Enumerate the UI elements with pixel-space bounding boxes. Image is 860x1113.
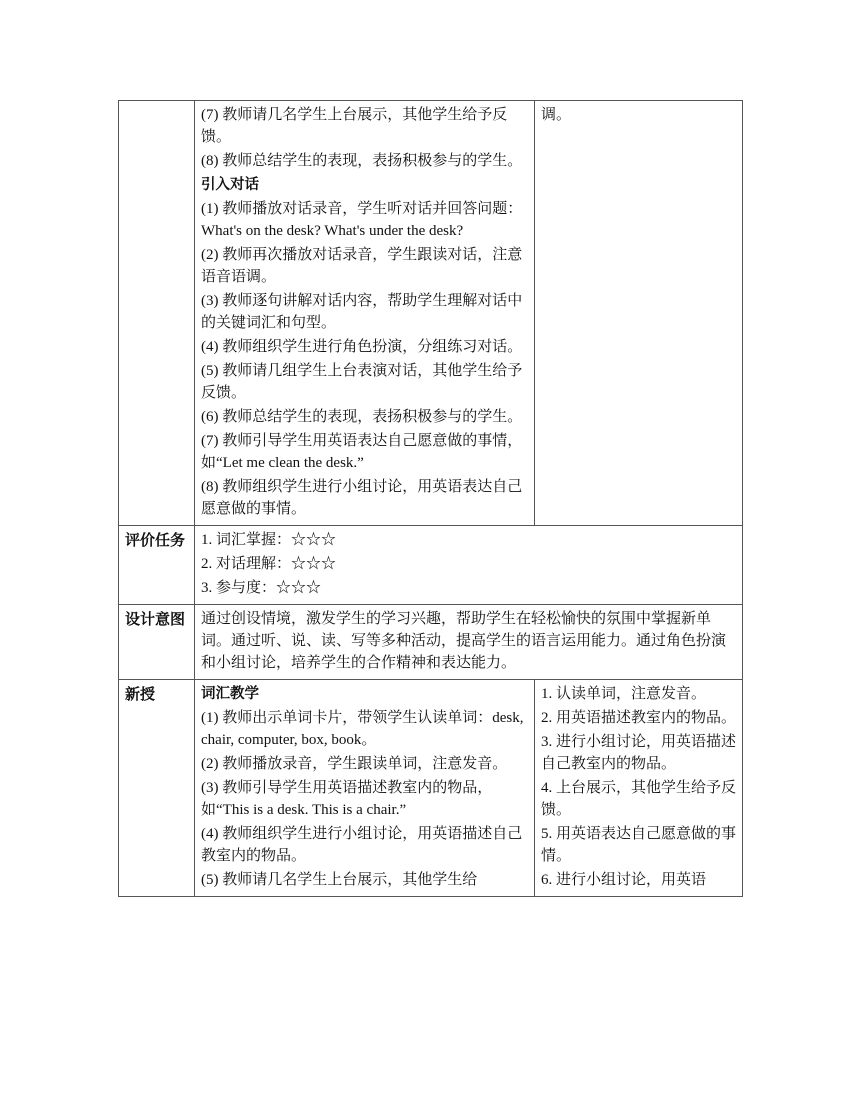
list-item: 4. 上台展示，其他学生给予反馈。	[541, 780, 737, 818]
student-activity-list	[541, 683, 736, 891]
activity-list	[201, 683, 528, 891]
section-heading: 引入对话	[201, 177, 259, 193]
list-item: (4) 教师组织学生进行角色扮演，分组练习对话。	[201, 339, 523, 355]
table-row	[119, 526, 743, 605]
list-item: 1. 词汇掌握：☆☆☆	[201, 532, 337, 548]
list-item: 3. 参与度：☆☆☆	[201, 580, 322, 596]
new-lesson-label: 新授	[119, 680, 195, 897]
list-item: 2. 用英语描述教室内的物品。	[541, 710, 737, 726]
design-text: 通过创设情境，激发学生的学习兴趣，帮助学生在轻松愉快的氛围中掌握新单词。通过听、说、读、写等多种活动，提高学生的语言运用能力。通过角色扮演和小组讨论，培养学生的合作精神和表达能力。	[201, 611, 727, 671]
table-row	[119, 101, 743, 526]
list-item: (2) 教师播放录音，学生跟读单词，注意发音。	[201, 756, 508, 772]
list-item: (6) 教师总结学生的表现，表扬积极参与的学生。	[201, 409, 523, 425]
activity-cell	[195, 101, 535, 526]
table-row	[119, 605, 743, 680]
list-item: (1) 教师播放对话录音，学生听对话并回答问题：What's on the desk? What's under the desk?	[201, 201, 523, 239]
activity-cell	[195, 680, 535, 897]
list-item: (5) 教师请几名学生上台展示，其他学生给	[201, 872, 478, 888]
list-item: 6. 进行小组讨论，用英语	[541, 872, 707, 888]
student-activity-cell	[535, 101, 743, 526]
list-item: 1. 认读单词，注意发音。	[541, 686, 707, 702]
list-item: 3. 进行小组讨论，用英语描述自己教室内的物品。	[541, 734, 737, 772]
student-activity-cell	[535, 680, 743, 897]
list-item: (3) 教师引导学生用英语描述教室内的物品，如“This is a desk. This is a chair.”	[201, 780, 493, 818]
list-item: (7) 教师请几名学生上台展示，其他学生给予反馈。	[201, 107, 508, 145]
row-label	[119, 101, 195, 526]
list-item: 2. 对话理解：☆☆☆	[201, 556, 337, 572]
lesson-plan-table	[118, 100, 743, 897]
table-row	[119, 680, 743, 897]
evaluation-cell	[195, 526, 743, 605]
activity-list	[201, 104, 528, 520]
design-label: 设计意图	[119, 605, 195, 680]
list-item: (7) 教师引导学生用英语表达自己愿意做的事情，如“Let me clean the desk.”	[201, 433, 523, 471]
list-item: (2) 教师再次播放对话录音，学生跟读对话，注意语音语调。	[201, 247, 523, 285]
evaluation-list	[201, 529, 736, 599]
list-item: (8) 教师组织学生进行小组讨论，用英语表达自己愿意做的事情。	[201, 479, 523, 517]
list-item: (1) 教师出示单词卡片，带领学生认读单词：desk, chair, computer, box, book。	[201, 710, 524, 748]
list-item: (8) 教师总结学生的表现，表扬积极参与的学生。	[201, 153, 523, 169]
list-item: (4) 教师组织学生进行小组讨论，用英语描述自己教室内的物品。	[201, 826, 523, 864]
design-cell	[195, 605, 743, 680]
student-activity-text: 调。	[541, 107, 572, 123]
list-item: (5) 教师请几组学生上台表演对话，其他学生给予反馈。	[201, 363, 523, 401]
section-heading: 词汇教学	[201, 686, 259, 702]
list-item: (3) 教师逐句讲解对话内容，帮助学生理解对话中的关键词汇和句型。	[201, 293, 523, 331]
list-item: 5. 用英语表达自己愿意做的事情。	[541, 826, 737, 864]
evaluation-label: 评价任务	[119, 526, 195, 605]
